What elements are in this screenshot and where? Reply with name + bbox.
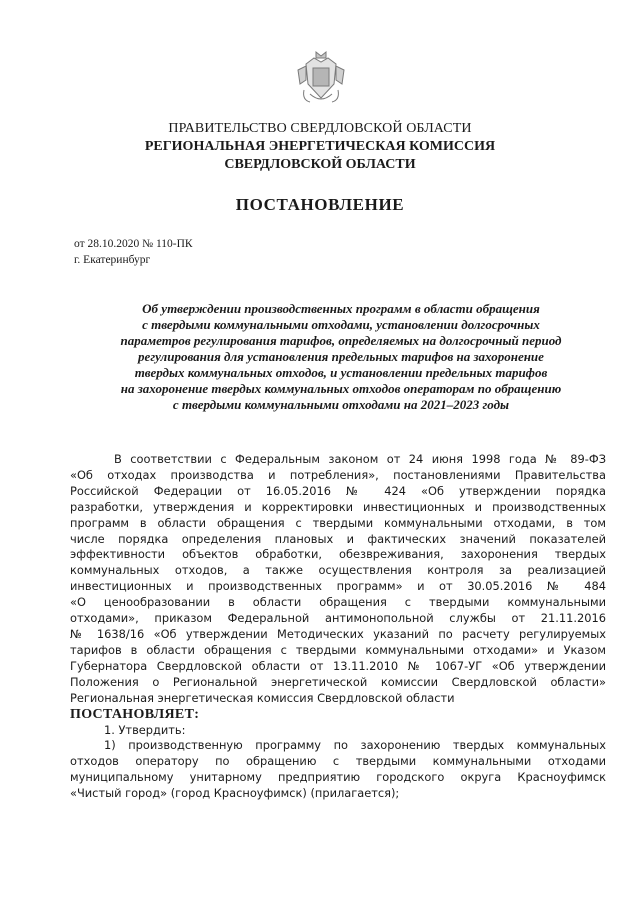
body-line: инвестиционных и производственных программ» и от 30.05.2016 № 484 (70, 579, 606, 594)
title-line: с твердыми коммунальными отходами, установлении долгосрочных (142, 317, 540, 332)
body-line: Губернатора Свердловской области от 13.11.2010 № 1067-УГ «Об утверждении (70, 658, 606, 673)
title-line: Об утверждении производственных программ в области обращения (142, 301, 540, 316)
document-body (70, 452, 606, 802)
government-name: ПРАВИТЕЛЬСТВО СВЕРДЛОВСКОЙ ОБЛАСТИ (168, 121, 472, 136)
body-line: Региональная энергетическая комиссия Свердловской области (70, 690, 455, 705)
document-type: ПОСТАНОВЛЕНИЕ (235, 195, 405, 214)
sub-item-line: «Чистый город» (город Красноуфимск) (прилагается); (70, 786, 400, 801)
title-line: на захоронение твердых коммунальных отходов операторам по обращению (120, 381, 562, 396)
commission-name: РЕГИОНАЛЬНАЯ ЭНЕРГЕТИЧЕСКАЯ КОМИССИЯ (144, 139, 496, 154)
body-line: эффективности объектов обработки, обезвреживания, захоронения твердых (70, 547, 606, 562)
body-line: Положения о Региональной энергетической комиссии Свердловской области» (70, 674, 606, 689)
document-city: г. Екатеринбург (74, 254, 151, 266)
title-line: твердых коммунальных отходов, и установлении предельных тарифов (134, 365, 548, 380)
item-1: 1. Утвердить: (104, 722, 186, 737)
sub-item-line: муниципальному унитарному предприятию городского округа Красноуфимск (70, 770, 606, 785)
body-line: числе порядка определения плановых и фактических значений показателей (70, 531, 606, 546)
body-line: «Об отходах производства и потребления», постановлениями Правительства (70, 467, 606, 482)
body-line: «О ценообразовании в области обращения с твердыми коммунальными (70, 595, 606, 610)
document-date-number: от 28.10.2020 № 110-ПК (74, 238, 193, 250)
body-line: тарифов в области обращения с твердыми коммунальными отходами» и Указом (70, 642, 606, 657)
body-line: отходами», приказом Федеральной антимонопольной службы от 21.11.2016 (70, 611, 606, 626)
body-line: Российской Федерации от 16.05.2016 № 424 «Об утверждении порядка (70, 483, 606, 498)
title-line: с твердыми коммунальными отходами на 2021–2023 годы (172, 397, 510, 412)
title-line: параметров регулирования тарифов, определяемых на долгосрочный период (120, 333, 562, 348)
document-title (76, 301, 606, 413)
body-line: программ в области обращения с твердыми коммунальными отходами, в том (70, 515, 606, 530)
sub-item-line: отходов оператору по обращению с твердыми коммунальными отходами (70, 754, 606, 769)
body-line: № 1638/16 «Об утверждении Методических указаний по расчету регулируемых (70, 626, 606, 641)
body-line: В соответствии с Федеральным законом от 24 июня 1998 года № 89-ФЗ (114, 452, 606, 466)
sub-item-line: 1) производственную программу по захоронению твердых коммунальных (104, 738, 606, 753)
title-line: регулирования для установления предельных тарифов на захоронение (138, 349, 544, 364)
coat-of-arms-icon (296, 50, 346, 106)
region-name: СВЕРДЛОВСКОЙ ОБЛАСТИ (224, 157, 416, 172)
body-line: разработки, утверждения и корректировки инвестиционных и производственных (70, 499, 606, 514)
body-line: коммунальных отходов, а также осуществления контроля за реализацией (70, 563, 606, 578)
resolves-heading: ПОСТАНОВЛЯЕТ: (70, 706, 200, 722)
